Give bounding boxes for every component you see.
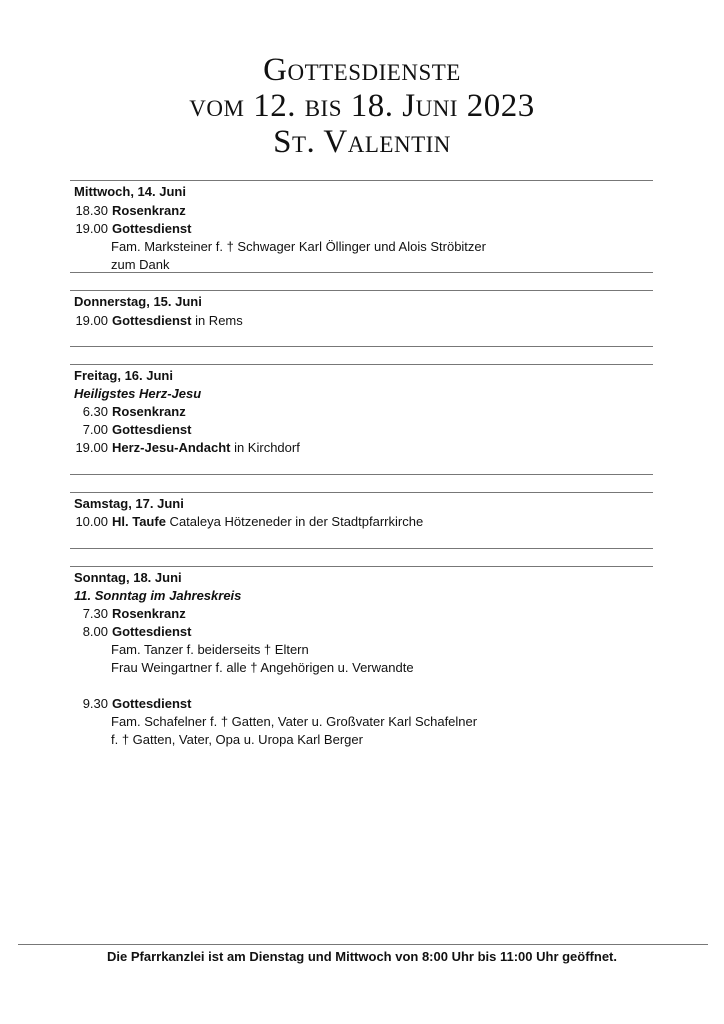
service-name: Rosenkranz [112,404,186,419]
feast-name: Heiligstes Herz-Jesu [74,386,202,401]
service-entry [74,623,191,641]
service-entry [74,202,186,220]
service-entry [74,403,186,421]
service-location: Cataleya Hötzeneder in der Stadtpfarrkirche [165,514,424,529]
service-location: in Kirchdorf [230,440,300,455]
day-heading-thursday: Donnerstag, 15. Juni [74,294,202,309]
day-heading-wednesday: Mittwoch, 14. Juni [74,184,186,199]
divider [70,364,653,365]
service-time: 19.00 [75,221,108,236]
intention-note: Fam. Marksteiner f. † Schwager Karl Öllinger und Alois Ströbitzer [111,239,486,254]
service-location: in Rems [191,313,243,328]
service-entry [74,220,191,238]
service-time: 19.00 [75,313,108,328]
footer-divider [18,944,708,945]
divider [70,474,653,475]
title-line-3: St. Valentin [273,124,451,160]
service-name: Herz-Jesu-Andacht [112,440,231,455]
divider [70,492,653,493]
intention-note: Fam. Tanzer f. beiderseits † Eltern [111,642,309,657]
service-name: Gottesdienst [112,422,192,437]
service-time: 7.30 [82,606,108,621]
divider [70,346,653,347]
service-entry [74,421,191,439]
divider [70,548,653,549]
intention-note: Frau Weingartner f. alle † Angehörigen u. Verwandte [111,660,414,675]
service-entry [74,439,300,457]
service-entry [74,312,243,330]
day-heading-sunday: Sonntag, 18. Juni [74,570,182,585]
title-line-2: vom 12. bis 18. Juni 2023 [189,88,535,124]
service-time: 9.30 [82,696,108,711]
service-name: Gottesdienst [112,624,192,639]
service-name: Gottesdienst [112,221,192,236]
service-time: 6.30 [82,404,108,419]
divider [70,290,653,291]
service-name: Gottesdienst [112,696,192,711]
service-name: Rosenkranz [112,606,186,621]
divider [70,566,653,567]
service-entry [74,605,186,623]
day-heading-friday: Freitag, 16. Juni [74,368,173,383]
divider [70,272,653,273]
service-name: Gottesdienst [112,313,192,328]
service-name: Hl. Taufe [112,514,166,529]
feast-name: 11. Sonntag im Jahreskreis [74,588,242,603]
service-time: 8.00 [82,624,108,639]
page-title [0,52,724,160]
service-time: 18.30 [75,203,108,218]
day-heading-saturday: Samstag, 17. Juni [74,496,184,511]
office-hours-notice: Die Pfarrkanzlei ist am Dienstag und Mittwoch von 8:00 Uhr bis 11:00 Uhr geöffnet. [107,949,617,964]
service-name: Rosenkranz [112,203,186,218]
service-time: 19.00 [75,440,108,455]
intention-note: f. † Gatten, Vater, Opa u. Uropa Karl Berger [111,732,363,747]
service-time: 7.00 [82,422,108,437]
intention-note: Fam. Schafelner f. † Gatten, Vater u. Großvater Karl Schafelner [111,714,478,729]
intention-note: zum Dank [111,257,170,272]
service-entry [74,695,191,713]
service-entry [74,513,423,531]
divider [70,180,653,181]
title-line-1: Gottesdienste [263,52,461,88]
service-time: 10.00 [75,514,108,529]
